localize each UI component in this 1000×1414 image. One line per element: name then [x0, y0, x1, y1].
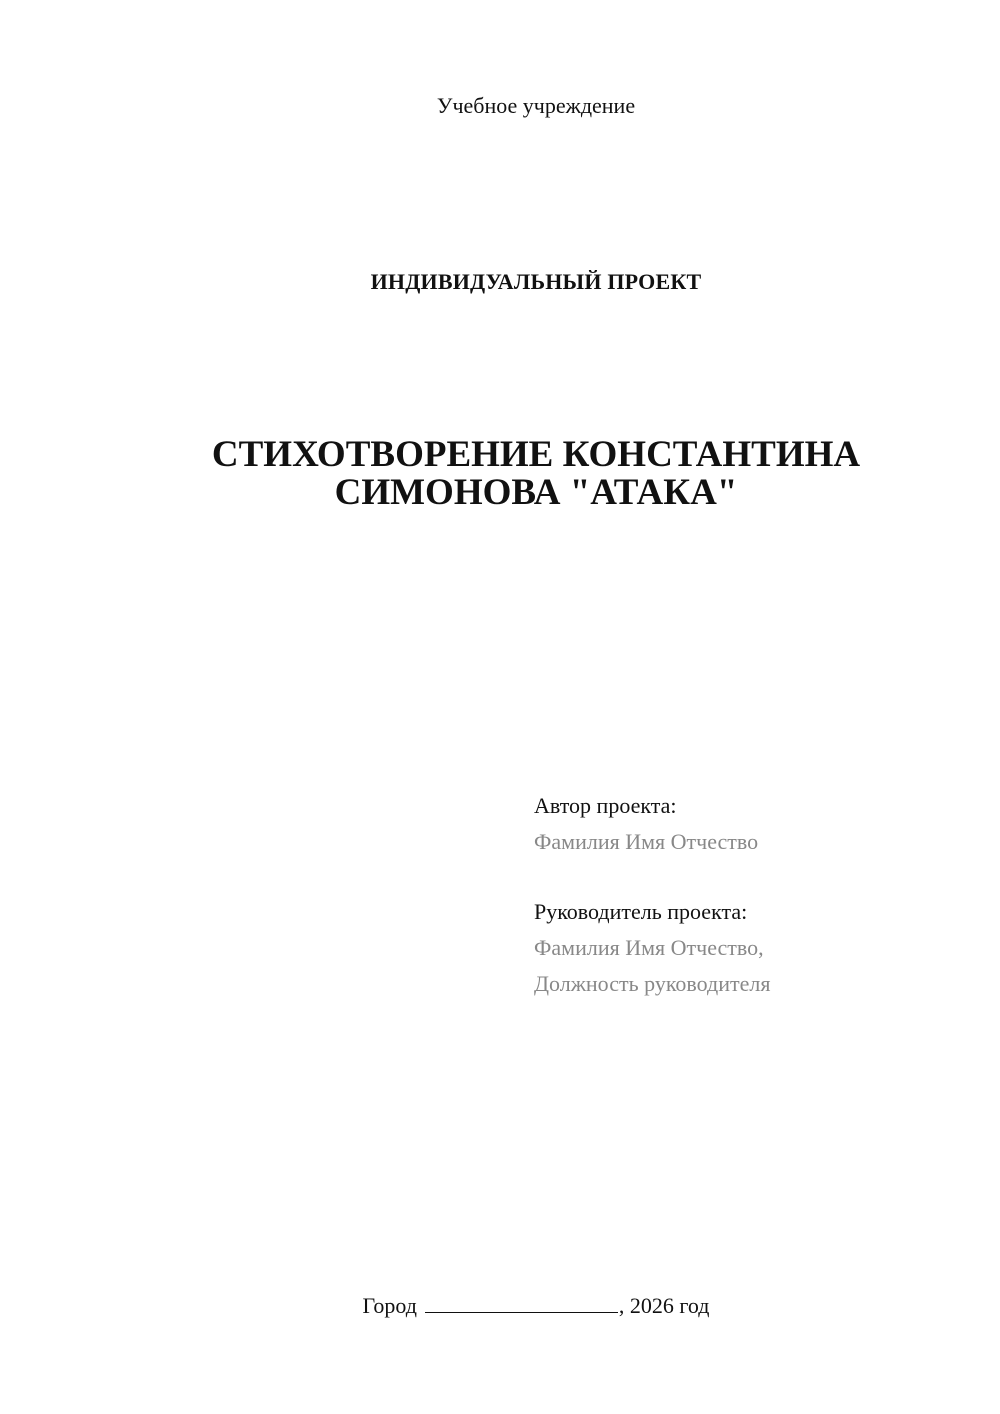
supervisor-name-placeholder: Фамилия Имя Отчество, [534, 935, 764, 960]
credits-block [534, 788, 974, 1002]
author-name-placeholder: Фамилия Имя Отчество [534, 829, 759, 854]
city-label: Город [362, 1293, 417, 1318]
supervisor-position-placeholder: Должность руководителя [534, 971, 771, 996]
project-title [0, 436, 1000, 512]
project-type-heading: ИНДИВИДУАЛЬНЫЙ ПРОЕКТ [370, 269, 702, 294]
project-title-line-1: СТИХОТВОРЕНИЕ КОНСТАНТИНА [211, 434, 861, 475]
project-title-line-2: СИМОНОВА "АТАКА" [334, 472, 738, 513]
city-blank-underline [425, 1290, 618, 1313]
author-label: Автор проекта: [534, 793, 677, 818]
city-year-line [0, 1290, 1000, 1321]
institution-name: Учебное учреждение [436, 93, 636, 118]
supervisor-label: Руководитель проекта: [534, 899, 748, 924]
credits-spacer [534, 860, 974, 894]
year-text: , 2026 год [618, 1293, 710, 1318]
